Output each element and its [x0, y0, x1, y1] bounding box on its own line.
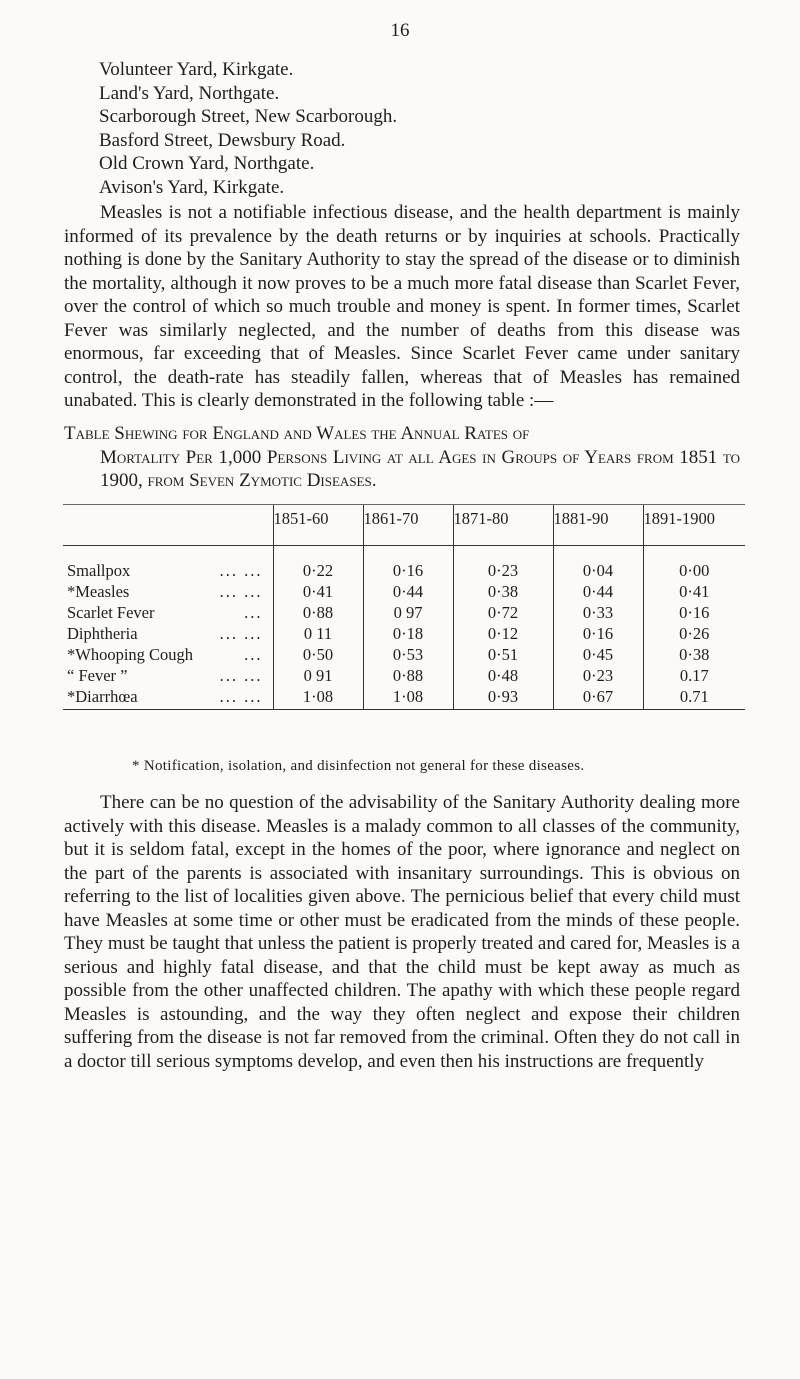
table-row — [63, 686, 745, 710]
locality-item: Scarborough Street, New Scarborough. — [99, 106, 398, 127]
rate-cell: 0·50 — [273, 644, 363, 665]
rate-cell: 0·38 — [643, 644, 745, 665]
table-row — [63, 644, 745, 665]
rate-cell: 0·23 — [453, 546, 553, 582]
rate-cell: 0·16 — [363, 546, 453, 582]
rate-cell: 1·08 — [273, 686, 363, 710]
page-number: 16 — [390, 20, 410, 41]
table-row — [63, 665, 745, 686]
table-row — [63, 546, 745, 582]
rate-cell: 0·93 — [453, 686, 553, 710]
rate-cell: 0·22 — [273, 546, 363, 582]
rate-cell: 0·16 — [553, 623, 643, 644]
table-title-line1: Table Shewing for England and Wales the Annual Rates of — [64, 423, 530, 444]
rate-cell: 0·23 — [553, 665, 643, 686]
table-row — [63, 602, 745, 623]
rate-cell: 0·44 — [553, 581, 643, 602]
rate-cell: 0·18 — [363, 623, 453, 644]
rate-cell: 0 11 — [273, 623, 363, 644]
header-period: 1891-1900 — [643, 505, 745, 546]
disease-cell: “ Fever ” ... ... — [67, 665, 263, 685]
locality-item: Volunteer Yard, Kirkgate. — [99, 59, 294, 80]
localities-list — [99, 58, 397, 199]
rate-cell: 0·67 — [553, 686, 643, 710]
table-title-rest: Mortality Per 1,000 Persons Living at all Ages in Groups of Years from 1851 to 1900, from Seven Zymotic Diseases. — [100, 446, 740, 491]
rate-cell: 0·00 — [643, 546, 745, 582]
locality-item: Basford Street, Dewsbury Road. — [99, 129, 346, 151]
header-period: 1881-90 — [553, 505, 643, 546]
disease-cell: Diphtheria ... ... — [67, 623, 263, 643]
rate-cell: 0·48 — [453, 665, 553, 686]
paragraph-measles-intro: Measles is not a notifiable infectious disease, and the health department is mainly informed of its prevalence by the death returns or by inquiries at schools. Practically nothing is done by the Sanitary Authority to stay the spread of the disease or to diminish the mortality, although it now proves to be a much more fatal disease than Scarlet Fever, over the control of which so much trouble and money is spent. In former times, Scarlet Fever was similarly neglected, and the number of deaths from this disease was enormous, far exceeding that of Measles. Since Scarlet Fever came under sanitary control, the death-rate has steadily fallen, whereas that of Measles has remained unabated. This is clearly demonstrated in the following table :— — [64, 202, 740, 411]
rate-cell: 0·41 — [273, 581, 363, 602]
rate-cell: 0·16 — [643, 602, 745, 623]
rate-cell: 0·12 — [453, 623, 553, 644]
rate-cell: 0·33 — [553, 602, 643, 623]
rate-cell: 0.71 — [643, 686, 745, 710]
rate-cell: 0·51 — [453, 644, 553, 665]
rate-cell: 0·04 — [553, 546, 643, 582]
rate-cell: 0.17 — [643, 665, 745, 686]
table-title — [64, 422, 740, 493]
disease-cell: *Measles ... ... — [67, 581, 263, 601]
rate-cell: 0 97 — [363, 602, 453, 623]
header-period: 1871-80 — [453, 505, 553, 546]
rate-cell: 0 91 — [273, 665, 363, 686]
rate-cell: 0·88 — [273, 602, 363, 623]
mortality-table — [63, 504, 745, 710]
disease-cell: Scarlet Fever ... — [67, 602, 263, 622]
rate-cell: 0·44 — [363, 581, 453, 602]
rate-cell: 1·08 — [363, 686, 453, 710]
rate-cell: 0·53 — [363, 644, 453, 665]
rate-cell: 0·88 — [363, 665, 453, 686]
paragraph-sanitary-authority: There can be no question of the advisability of the Sanitary Authority dealing more actively with this disease. Measles is a malady common to all classes of the community, but it is seldom fatal, except in the homes of the poor, where ignorance and neglect on the part of the parents is associated with insanitary surroundings. This is obvious on referring to the list of localities given above. The pernicious belief that every child must have Measles at some time or other must be eradicated from the minds of these people. They must be taught that unless the patient is properly treated and cared for, Measles is a serious and highly fatal disease, and that the child must be kept away as much as possible from the other unaffected children. The apathy with which these people regard Measles is astounding, and the way they often neglect and expose their children suffering from the disease is not far removed from the criminal. Often they do not call in a doctor till serious symptoms develop, and even then his instructions are frequently — [64, 792, 740, 1072]
table-footnote: * Notification, isolation, and disinfection not general for these diseases. — [132, 758, 585, 774]
locality-item: Land's Yard, Northgate. — [99, 82, 280, 104]
table-header-row — [63, 505, 745, 546]
table-row — [63, 623, 745, 644]
header-period: 1851-60 — [273, 505, 363, 546]
rate-cell: 0·26 — [643, 623, 745, 644]
locality-item: Old Crown Yard, Northgate. — [99, 153, 315, 174]
disease-cell: Smallpox ... ... — [67, 560, 263, 580]
table-row — [63, 581, 745, 602]
disease-cell: *Whooping Cough ... — [67, 644, 263, 664]
rate-cell: 0·45 — [553, 644, 643, 665]
header-period: 1861-70 — [363, 505, 453, 546]
rate-cell: 0·72 — [453, 602, 553, 623]
locality-item: Avison's Yard, Kirkgate. — [99, 176, 285, 198]
header-disease — [63, 505, 273, 546]
rate-cell: 0·41 — [643, 581, 745, 602]
disease-cell: *Diarrhœa ... ... — [63, 686, 273, 710]
rate-cell: 0·38 — [453, 581, 553, 602]
